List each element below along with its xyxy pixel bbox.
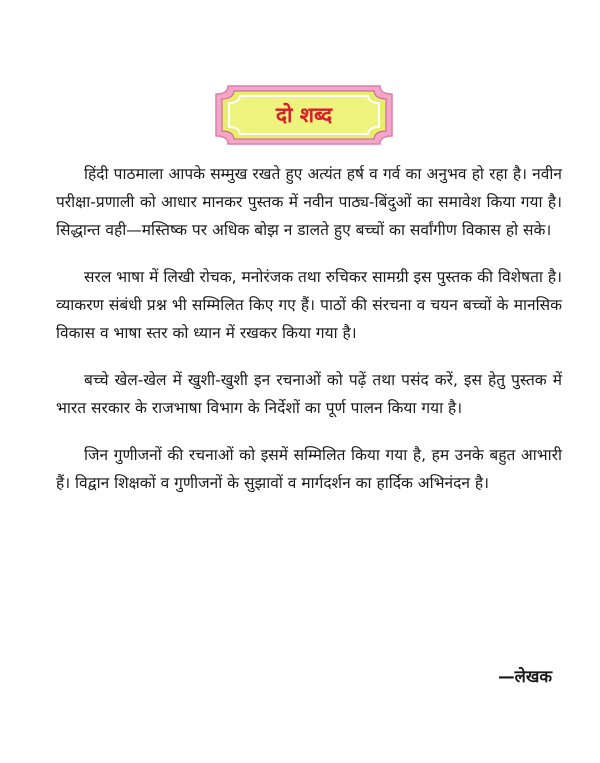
author-signature: —लेखक [498,667,552,686]
paragraph-3: बच्चे खेल-खेल में खुशी-खुशी इन रचनाओं को पढ़ें तथा पसंद करें, इस हेतु पुस्तक में भारत सरकार के राजभाषा विभाग के निर्देशों का पूर्ण पालन किया गया है। [56,371,562,417]
title-banner [214,84,394,146]
preface-body [56,160,562,516]
paragraph-1: हिंदी पाठमाला आपके सम्मुख रखते हुए अत्यंत हर्ष व गर्व का अनुभव हो रहा है। नवीन परीक्षा-प्रणाली को आधार मानकर पुस्तक में नवीन पाठ्य-बिंदुओं का समावेश किया गया है। सिद्धान्त वही—मस्तिष्क पर अधिक बोझ न डालते हुए बच्चों का सर्वांगीण विकास हो सके। [56,165,562,239]
paragraph-4: जिन गुणीजनों की रचनाओं को इसमें सम्मिलित किया गया है, हम उनके बहुत आभारी हैं। विद्वान शिक्षकों व गुणीजनों के सुझावों व मार्गदर्शन का हार्दिक अभिनंदन है। [56,446,562,492]
paragraph-2: सरल भाषा में लिखी रोचक, मनोरंजक तथा रुचिकर सामग्री इस पुस्तक की विशेषता है। व्याकरण संबंधी प्रश्न भी सम्मिलित किए गए हैं। पाठों की संरचना व चयन बच्चों के मानसिक विकास व भाषा स्तर को ध्यान में रखकर किया गया है। [56,268,562,342]
page-title: दो शब्द [275,103,333,127]
